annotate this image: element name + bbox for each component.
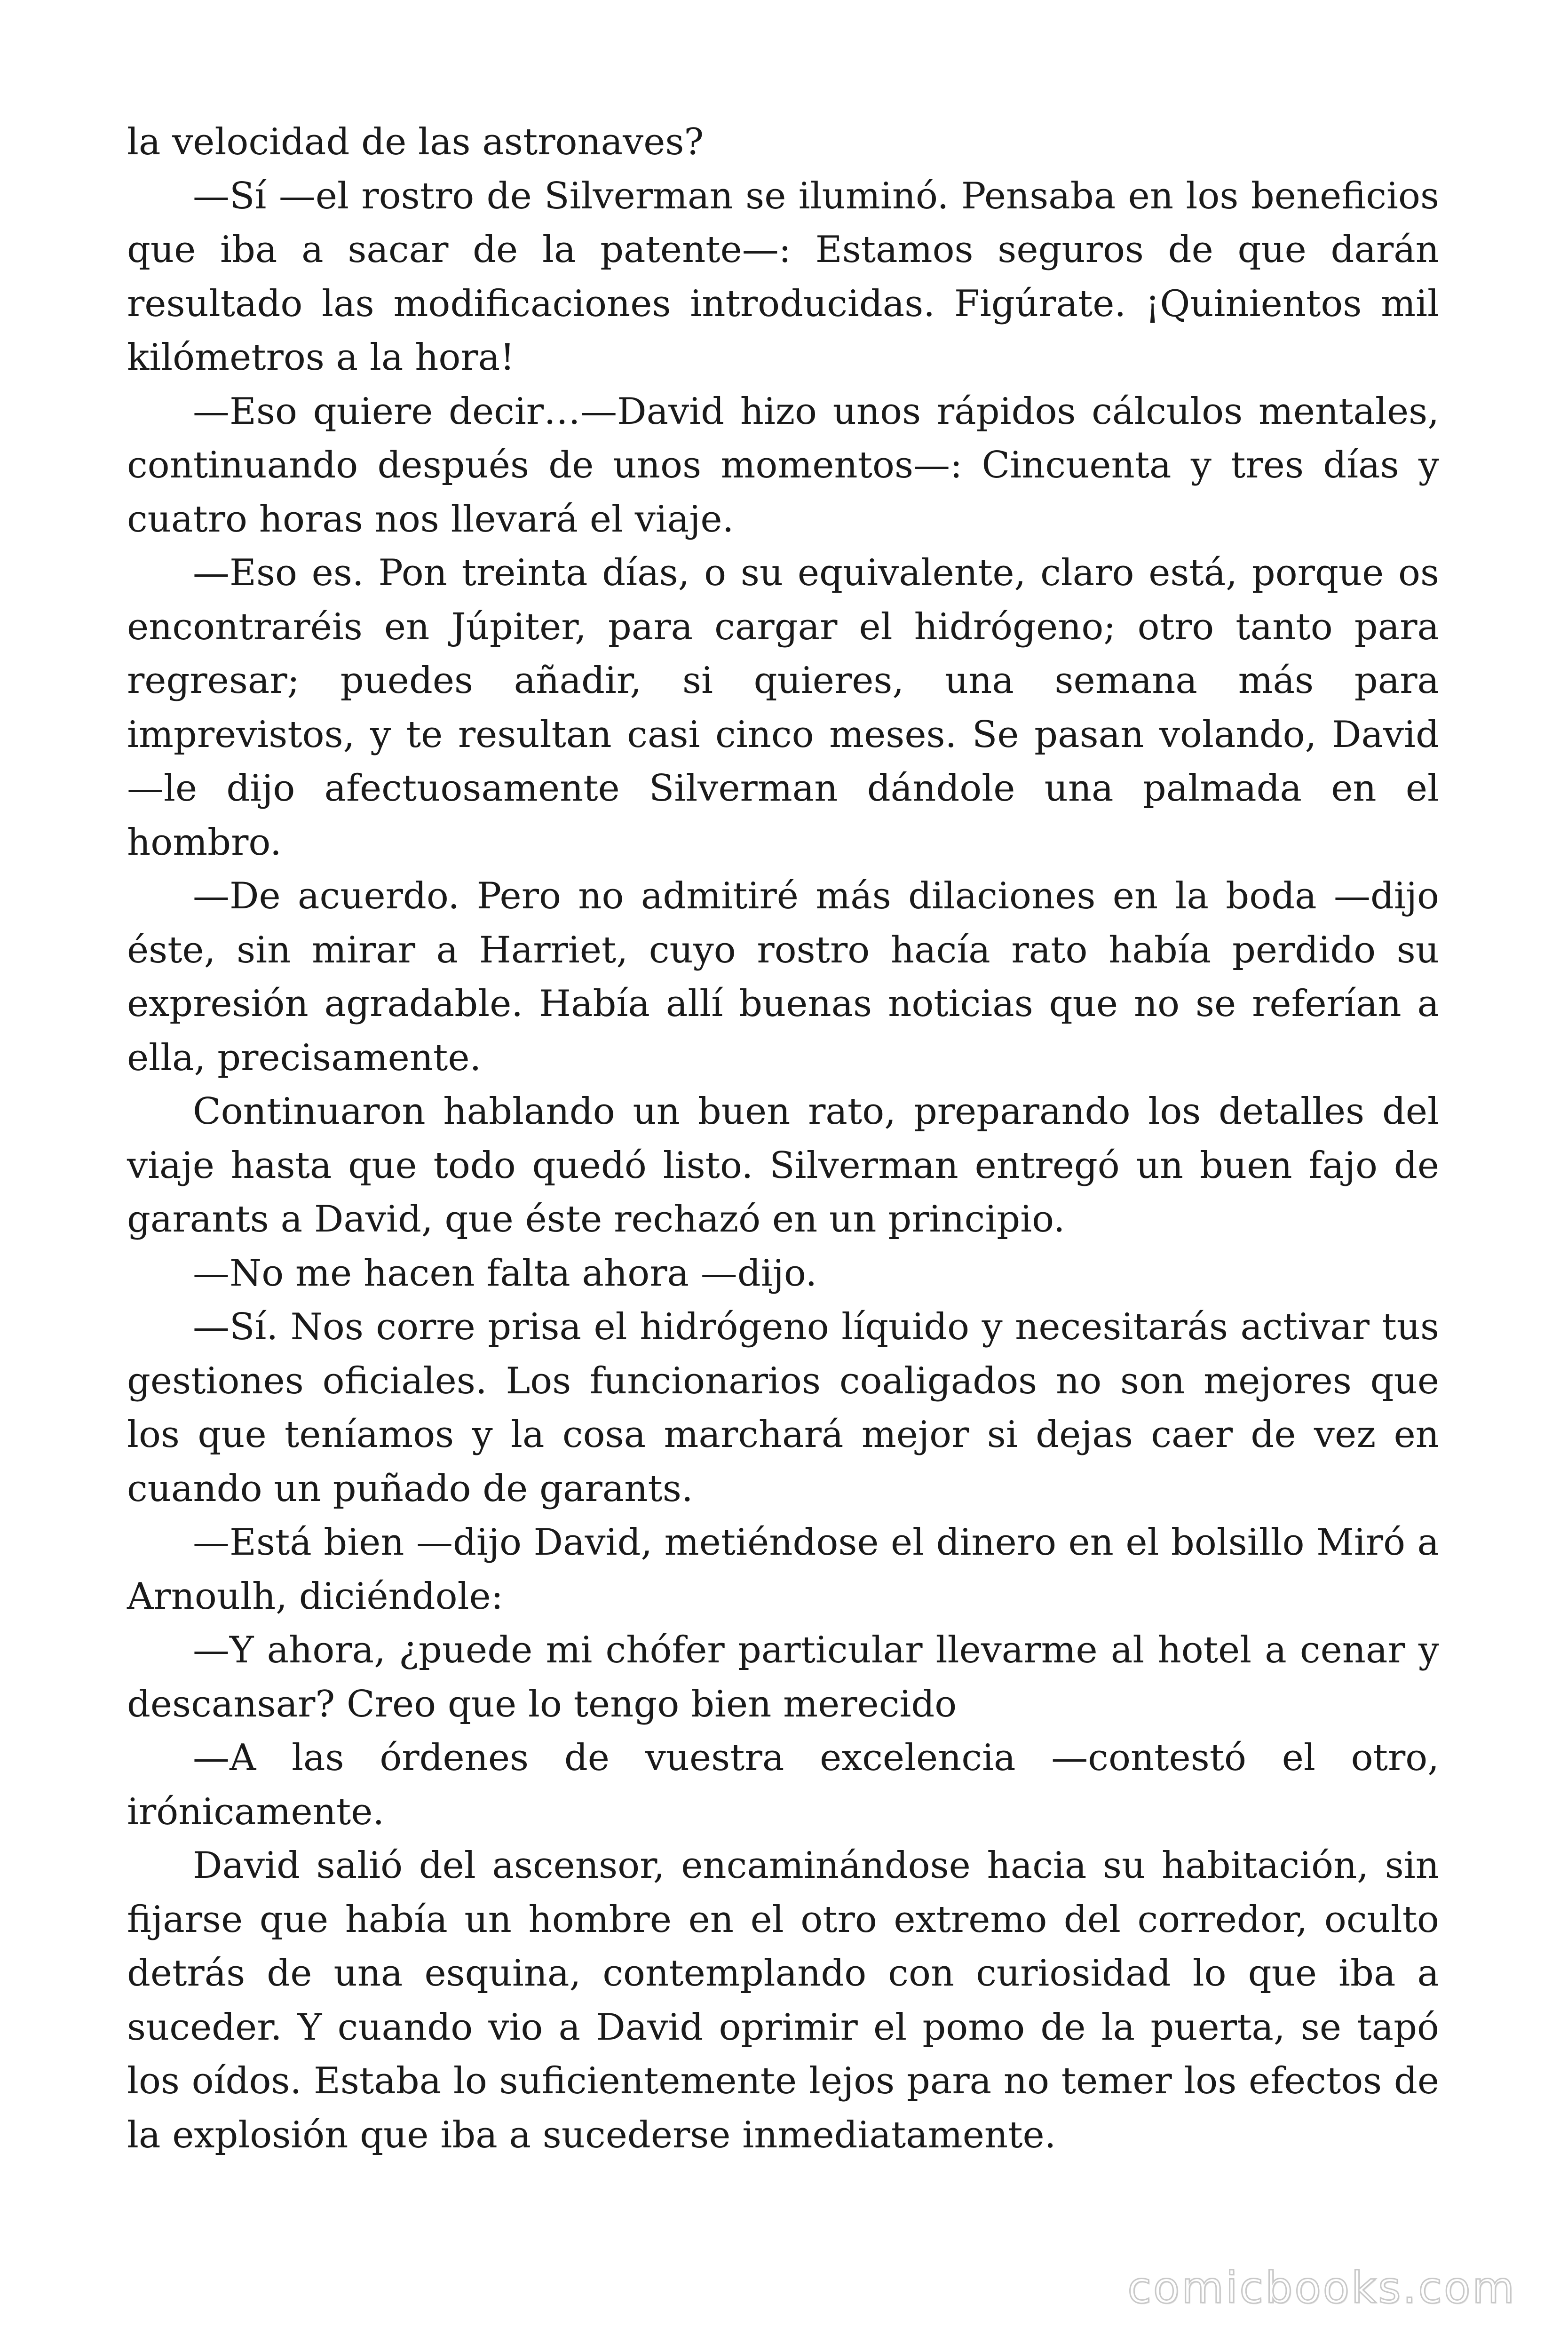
paragraph: —No me hacen falta ahora —dijo. [193, 1252, 817, 1295]
paragraph: Continuaron hablando un buen rato, preparando los detalles del viaje hasta que todo quedó listo. Silverman entregó un buen fajo de garants a David, que éste rechazó en un principio. [127, 1090, 1439, 1240]
paragraph: —De acuerdo. Pero no admitiré más dilaciones en la boda —dijo éste, sin mirar a Harriet, cuyo rostro hacía rato había perdido su expresión agradable. Había allí buenas noticias que no se referían a ella, precisamente. [127, 875, 1439, 1079]
paragraph: —A las órdenes de vuestra excelencia —contestó el otro, irónicamente. [127, 1737, 1439, 1833]
paragraph: la velocidad de las astronaves? [127, 121, 704, 163]
watermark: comicbooks.com [1127, 2263, 1516, 2313]
paragraph: David salió del ascensor, encaminándose hacia su habitación, sin fijarse que había un hombre en el otro extremo del corredor, oculto detrás de una esquina, contemplando con curiosidad lo que iba a suceder. Y cuando vio a David oprimir el pomo de la puerta, se tapó los oídos. Estaba lo suficientemente lejos para no temer los efectos de la explosión que iba a sucederse inmediatamente. [127, 1844, 1439, 2156]
page-body [127, 115, 1439, 2162]
paragraph: —Sí. Nos corre prisa el hidrógeno líquido y necesitarás activar tus gestiones oficiales. Los funcionarios coaligados no son mejores que los que teníamos y la cosa marchará mejor si dejas caer de vez en cuando un puñado de garants. [127, 1306, 1439, 1510]
paragraph: —Está bien —dijo David, metiéndose el dinero en el bolsillo Miró a Arnoulh, diciéndole: [127, 1521, 1439, 1618]
paragraph: —Eso es. Pon treinta días, o su equivalente, claro está, porque os encontraréis en Júpiter, para cargar el hidrógeno; otro tanto para regresar; puedes añadir, si quieres, una semana más para imprevistos, y te resultan casi cinco meses. Se pasan volando, David —le dijo afectuosamente Silverman dándole una palmada en el hombro. [127, 552, 1439, 864]
paragraph: —Eso quiere decir…—David hizo unos rápidos cálculos mentales, continuando después de unos momentos—: Cincuenta y tres días y cuatro horas nos llevará el viaje. [127, 390, 1439, 540]
paragraph: —Sí —el rostro de Silverman se iluminó. Pensaba en los beneficios que iba a sacar de la patente—: Estamos seguros de que darán resultado las modificaciones introducidas. Figúrate. ¡Quinientos mil kilómetros a la hora! [127, 175, 1439, 379]
paragraph: —Y ahora, ¿puede mi chófer particular llevarme al hotel a cenar y descansar? Creo que lo tengo bien merecido [127, 1629, 1439, 1725]
